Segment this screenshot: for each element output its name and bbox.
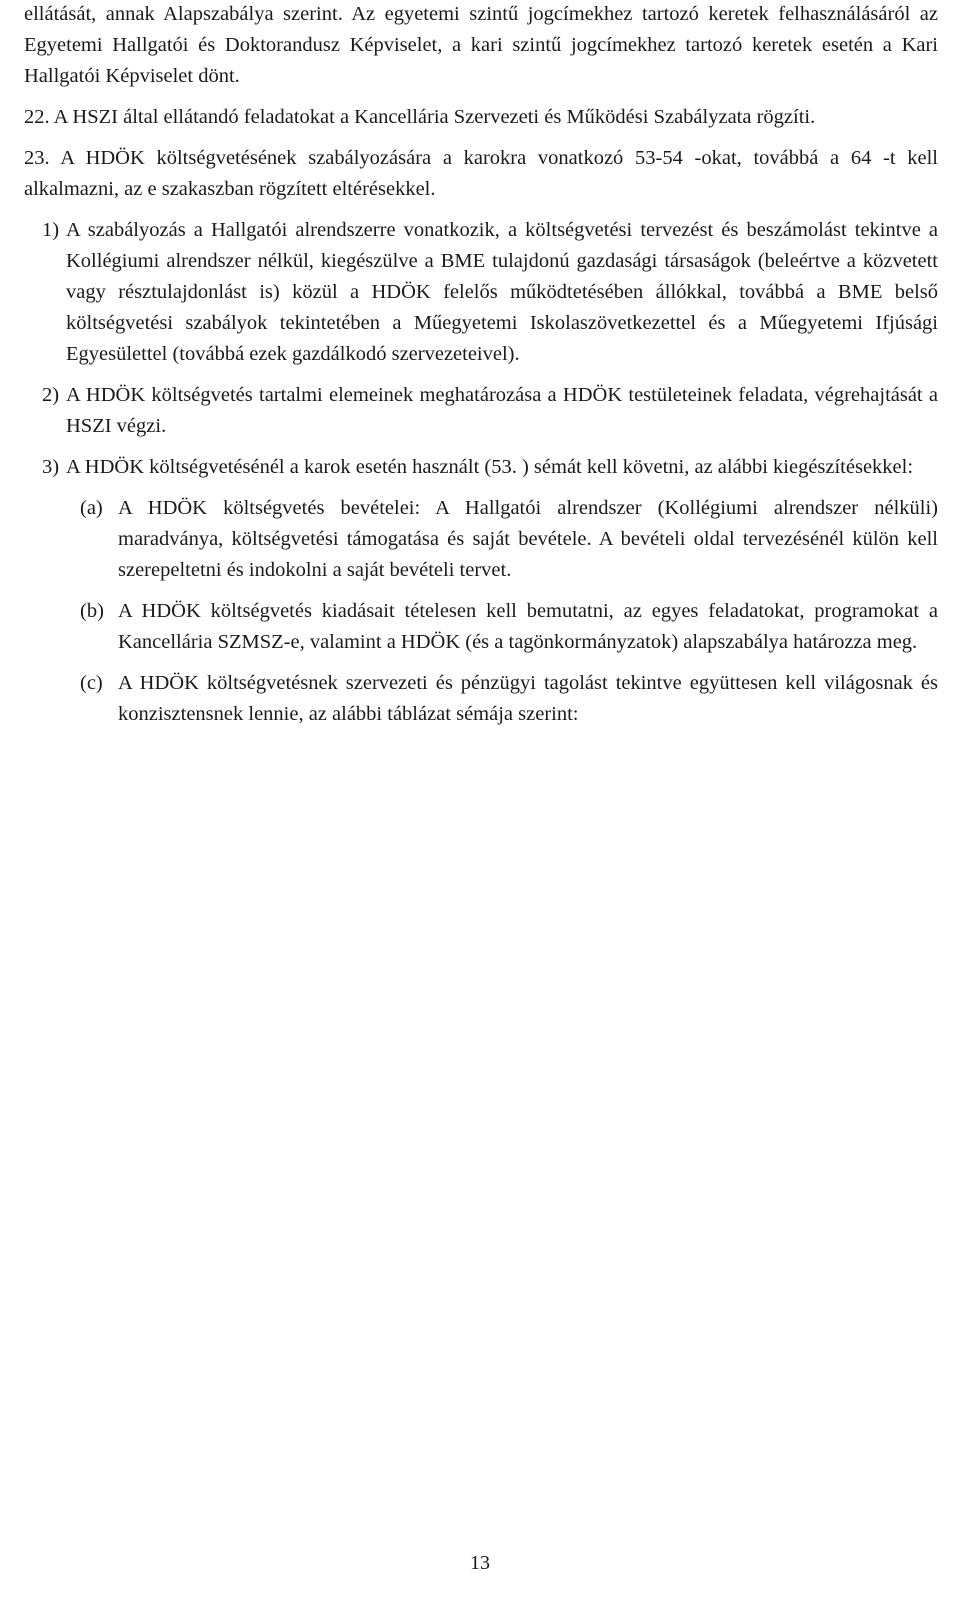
section-22 xyxy=(24,102,938,133)
item-number: 3) xyxy=(42,456,60,478)
item-number: 2) xyxy=(42,384,60,406)
sub-item-label: (c) xyxy=(80,672,103,694)
intro-paragraph: ellátását, annak Alapszabálya szerint. Az egyetemi szintű jogcímekhez tartozó keretek felhasználásáról az Egyetemi Hallgatói és Doktorandusz Képviselet, a kari szintű jogcímekhez tartozó keretek esetén a Kari Hallgatói Képviselet dönt. xyxy=(24,3,938,87)
section-text: A HDÖK költségvetésének szabályozására a karokra vonatkozó 53-54 -okat, továbbá a 64 -t kell alkalmazni, az e szakaszban rögzített eltérésekkel. xyxy=(24,147,938,200)
section-23 xyxy=(24,143,938,205)
section-number: 22. xyxy=(24,106,50,128)
sub-item-label: (b) xyxy=(80,600,104,622)
sub-item-text: A HDÖK költségvetésnek szervezeti és pénzügyi tagolást tekintve együttesen kell világosnak és konzisztensnek lennie, az alábbi táblázat sémája szerint: xyxy=(118,672,938,725)
item-text: A HDÖK költségvetés tartalmi elemeinek meghatározása a HDÖK testületeinek feladata, végrehajtását a HSZI végzi. xyxy=(66,384,938,437)
sub-item-label: (a) xyxy=(80,497,103,519)
sub-item-a xyxy=(24,493,938,586)
list-item-2 xyxy=(24,380,938,442)
section-text: A HSZI által ellátandó feladatokat a Kancellária Szervezeti és Működési Szabályzata rögzíti. xyxy=(53,106,816,128)
item-number: 1) xyxy=(42,219,60,241)
sub-item-c xyxy=(24,668,938,730)
item-text: A HDÖK költségvetésénél a karok esetén használt (53. ) sémát kell követni, az alábbi kiegészítésekkel: xyxy=(66,456,914,478)
page-number: 13 xyxy=(470,1552,490,1574)
section-number: 23. xyxy=(24,147,50,169)
document-page xyxy=(24,0,938,730)
item-text: A szabályozás a Hallgatói alrendszerre vonatkozik, a költségvetési tervezést és beszámolást tekintve a Kollégiumi alrendszer nélkül, kiegészülve a BME tulajdonú gazdasági társaságok (beleértve a közvetett vagy résztulajdonlást is) közül a HDÖK felelős működtetésében állókkal, továbbá a BME belső költségvetési szabályok tekintetében a Műegyetemi Iskolaszövetkezettel és a Műegyetemi Ifjúsági Egyesülettel (továbbá ezek gazdálkodó szervezeteivel). xyxy=(66,219,938,365)
list-item-3 xyxy=(24,452,938,483)
sub-item-b xyxy=(24,596,938,658)
sub-item-text: A HDÖK költségvetés kiadásait tételesen kell bemutatni, az egyes feladatokat, programokat a Kancellária SZMSZ-e, valamint a HDÖK (és a tagönkormányzatok) alapszabálya határozza meg. xyxy=(118,600,938,653)
list-item-1 xyxy=(24,215,938,370)
sub-item-text: A HDÖK költségvetés bevételei: A Hallgatói alrendszer (Kollégiumi alrendszer nélküli) maradványa, költségvetési támogatása és saját bevétele. A bevételi oldal tervezésénél külön kell szerepeltetni és indokolni a saját bevételi tervet. xyxy=(118,497,938,581)
